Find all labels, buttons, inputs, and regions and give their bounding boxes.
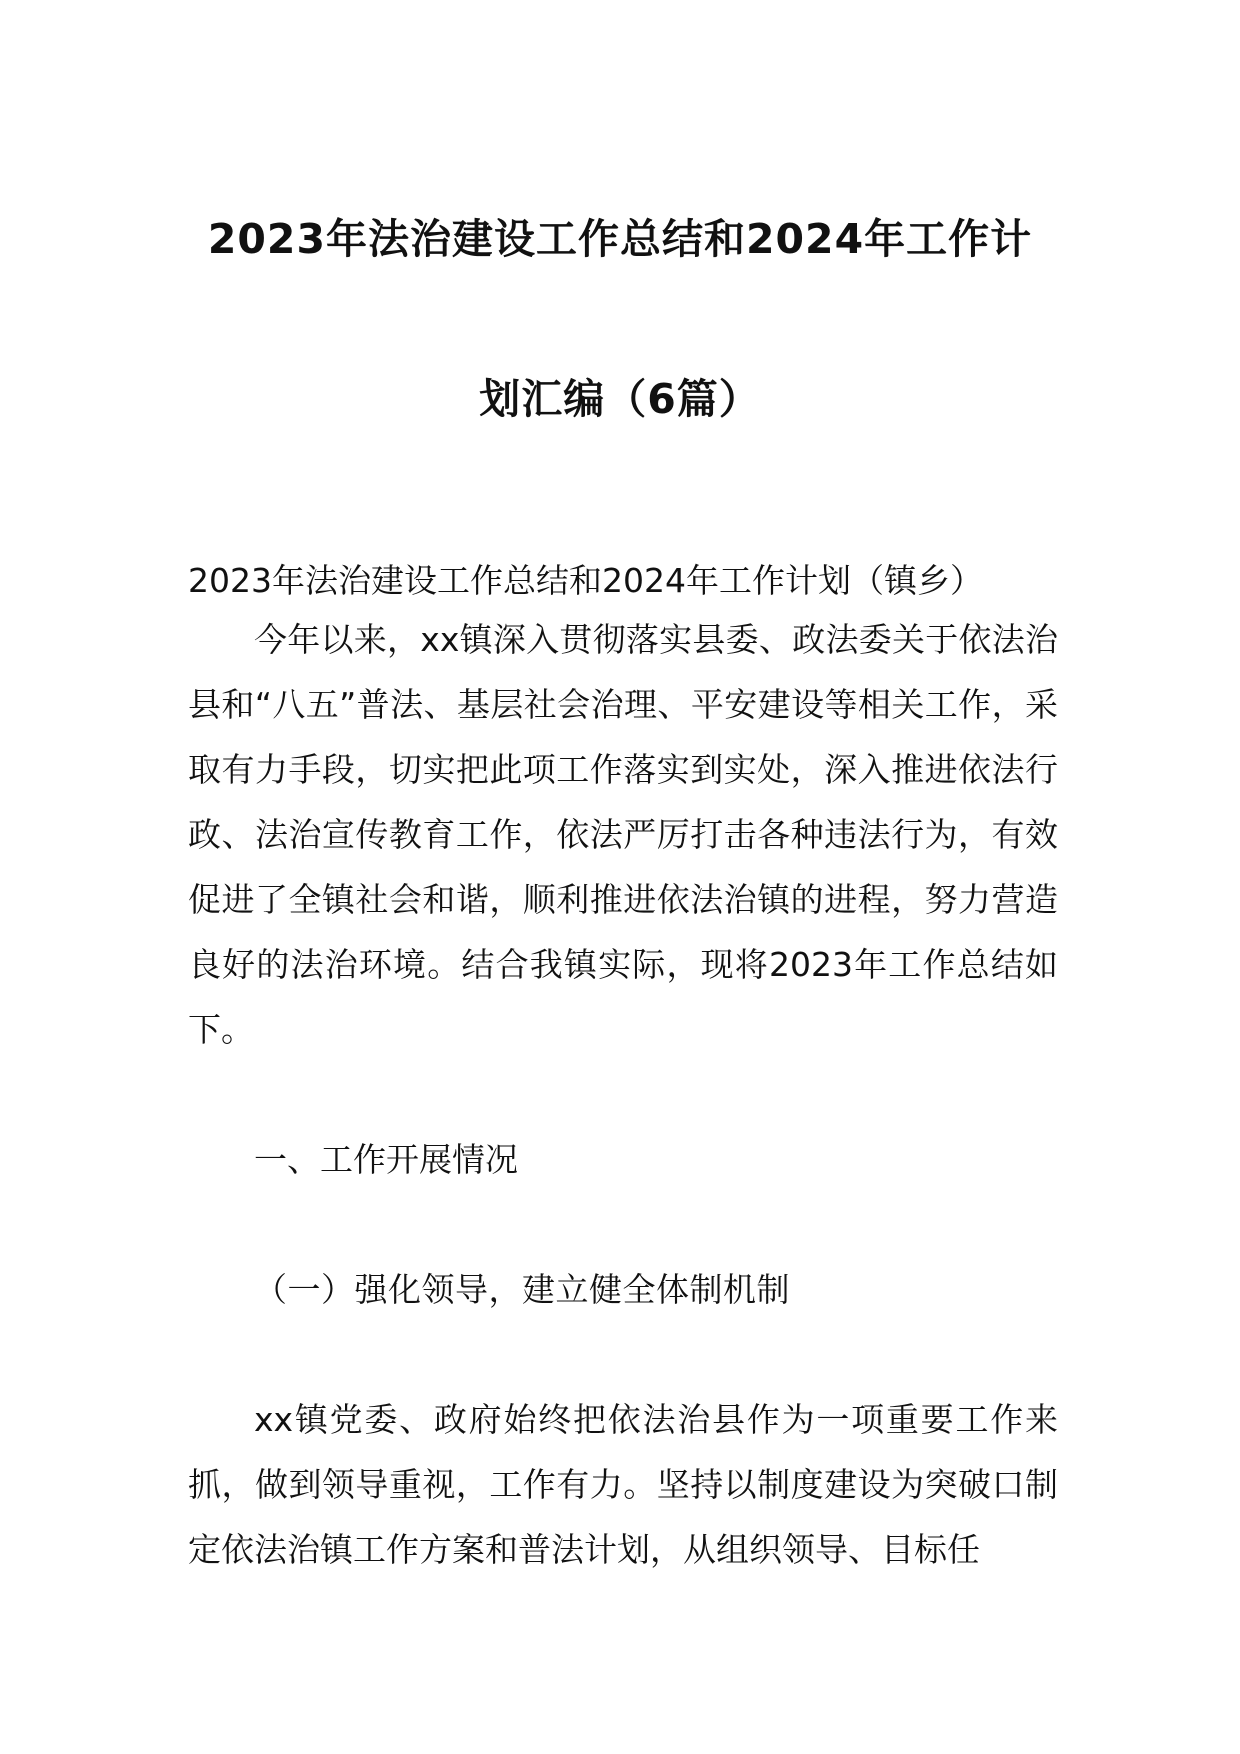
subsection-heading: （一）强化领导，建立健全体制机制	[254, 1270, 790, 1309]
document-title-line-2: 划汇编（6篇）	[479, 375, 761, 423]
document-subtitle: 2023年法治建设工作总结和2024年工作计划（镇乡）	[188, 561, 983, 600]
body-paragraph-2: xx镇党委、政府始终把依法治县作为一项重要工作来抓，做到领导重视，工作有力。坚持以制度建设为突破口制定依法治镇工作方案和普法计划，从组织领导、目标任	[188, 1400, 1058, 1569]
section-heading: 一、工作开展情况	[254, 1140, 518, 1179]
body-paragraph-1: 今年以来，xx镇深入贯彻落实县委、政法委关于依法治县和“八五”普法、基层社会治理、平安建设等相关工作，采取有力手段，切实把此项工作落实到实处，深入推进依法行政、法治宣传教育工作，依法严厉打击各种违法行为，有效促进了全镇社会和谐，顺利推进依法治镇的进程，努力营造良好的法治环境。结合我镇实际，现将2023年工作总结如下。	[188, 620, 1058, 1049]
document-title-line-1: 2023年法治建设工作总结和2024年工作计	[207, 215, 1033, 263]
